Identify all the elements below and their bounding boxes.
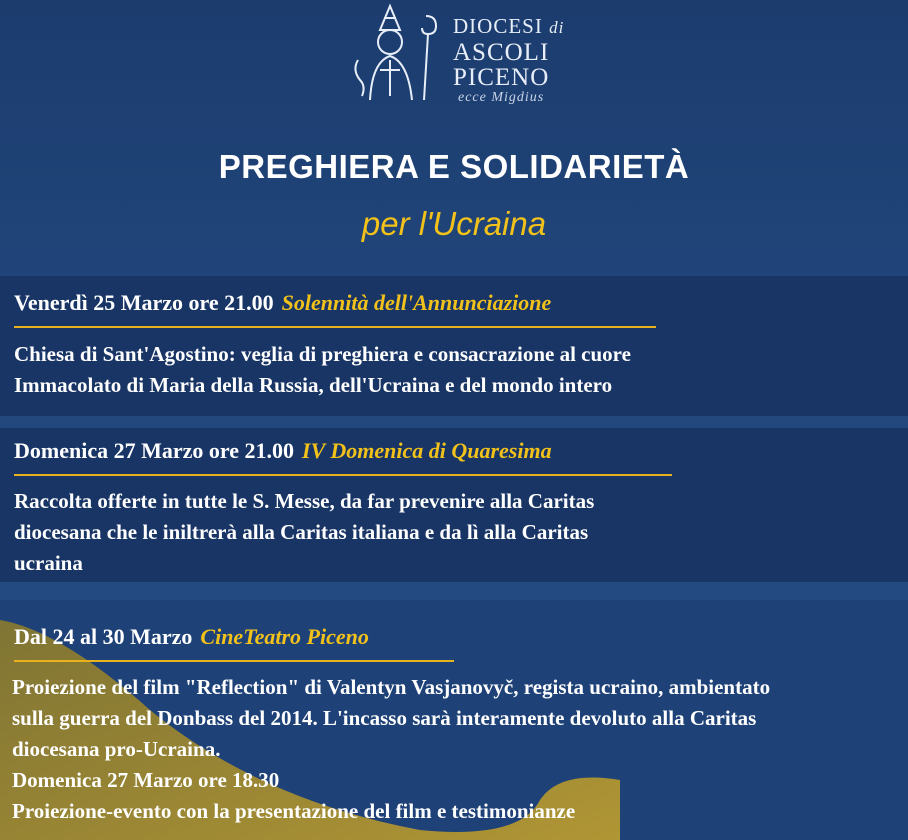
event-1-desc-line: Chiesa di Sant'Agostino: veglia di preghiera e consacrazione al cuore [14,342,631,366]
event-3-title [14,624,369,650]
event-2-desc-line: ucraina [14,551,83,575]
event-3-desc-line: sulla guerra del Donbass del 2014. L'incasso sarà interamente devoluto alla Caritas [12,706,757,730]
diocese-logo [340,0,580,110]
event-2-rule [14,474,672,476]
event-3-desc-line: Proiezione-evento con la presentazione del film e testimonianze [12,799,576,823]
logo-motto: ecce Migdius [458,90,545,105]
event-3-desc-line: Proiezione del film "Reflection" di Valentyn Vasjanovyč, regista ucraino, ambientato [12,675,771,699]
event-2-date: Domenica 27 Marzo ore 21.00 [14,438,295,463]
event-3-date: Dal 24 al 30 Marzo [14,624,193,649]
event-2-description [14,486,594,579]
event-3-desc-line: Domenica 27 Marzo ore 18.30 [12,768,280,792]
event-2-title [14,438,552,464]
event-1-description [14,339,631,401]
event-1-rule [14,326,656,328]
logo-text [453,14,564,90]
logo-line1: DIOCESI [453,14,543,38]
event-1-tag: Solennità dell'Annunciazione [281,290,552,315]
headline: PREGHIERA E SOLIDARIETÀ [218,148,690,185]
event-2-desc-line: diocesana che le iniltrerà alla Caritas italiana e da lì alla Caritas [14,520,589,544]
logo-line2: ASCOLI [453,39,550,66]
logo-line3: PICENO [453,64,550,91]
event-1-title [14,290,551,316]
event-1-date: Venerdì 25 Marzo ore 21.00 [14,290,274,315]
event-3-description [12,672,908,827]
event-2-tag: IV Domenica di Quaresima [302,438,552,463]
event-3-tag: CineTeatro Piceno [200,624,369,649]
event-3-desc-line: diocesana pro-Ucraina. [12,737,221,761]
bishop-figure-icon [340,0,450,110]
event-2-desc-line: Raccolta offerte in tutte le S. Messe, da far prevenire alla Caritas [14,489,595,513]
event-3-rule [14,660,454,662]
logo-line1-suffix: di [549,18,565,37]
event-1-desc-line: Immacolato di Maria della Russia, dell'Ucraina e del mondo intero [14,373,613,397]
subheadline: per l'Ucraina [361,205,547,242]
